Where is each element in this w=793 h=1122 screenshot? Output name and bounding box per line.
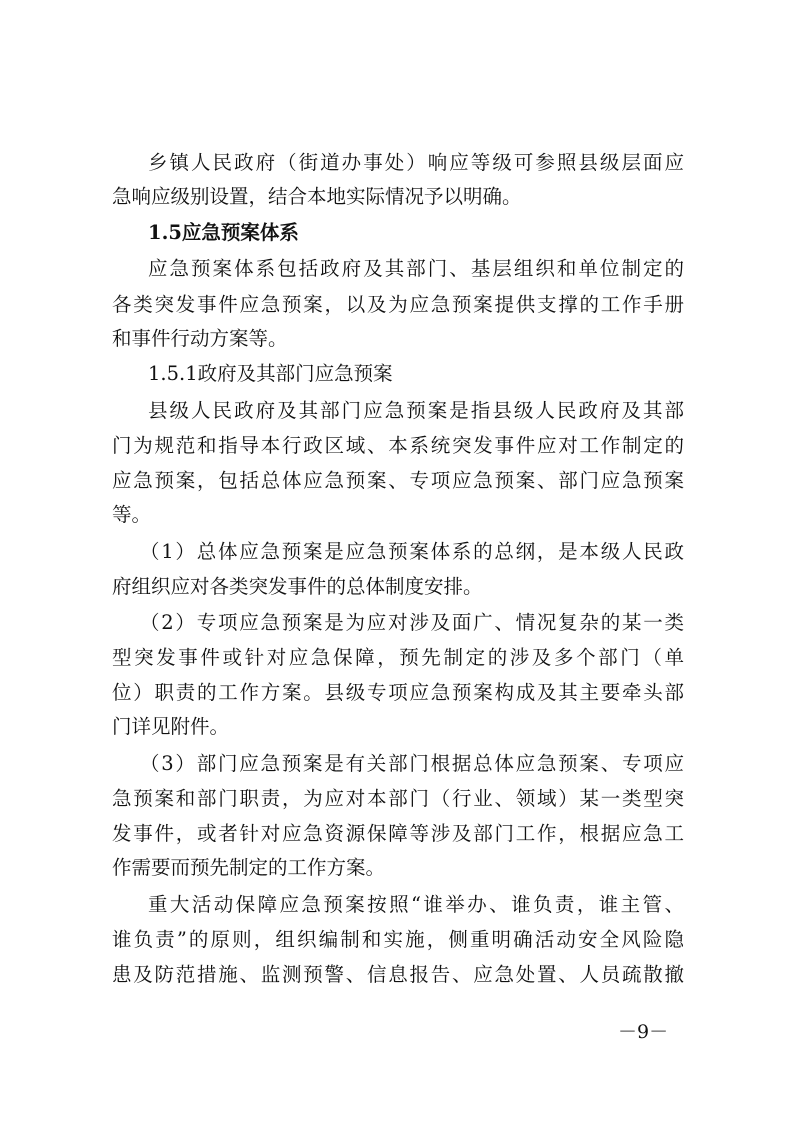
paragraph-line: 急预案和部门职责，为应对本部门（行业、领域）某一类型突 [112, 787, 684, 810]
paragraph-line: （1）总体应急预案是应急预案体系的总纲，是本级人民政 [140, 540, 684, 563]
paragraph-line: 急响应级别设置，结合本地实际情况予以明确。 [112, 185, 522, 208]
paragraph-line: 谁负责”的原则，组织编制和实施，侧重明确活动安全风险隐 [112, 928, 684, 951]
paragraph-line: 等。 [112, 503, 152, 526]
paragraph-line: 县级人民政府及其部门应急预案是指县级人民政府及其部 [148, 399, 684, 422]
paragraph-line: 发事件，或者针对应急资源保障等涉及部门工作，根据应急工 [112, 822, 684, 845]
paragraph-line: 府组织应对各类突发事件的总体制度安排。 [112, 575, 483, 598]
paragraph-line: 作需要而预先制定的工作方案。 [112, 856, 386, 879]
paragraph-line: 应急预案体系包括政府及其部门、基层组织和单位制定的 [148, 257, 684, 280]
section-heading: 1.5应急预案体系 [148, 221, 299, 244]
paragraph-line: 门为规范和指导本行政区域、本系统突发事件应对工作制定的 [112, 434, 684, 457]
paragraph-line: 位）职责的工作方案。县级专项应急预案构成及其主要牵头部 [112, 681, 684, 704]
paragraph-line: 患及防范措施、监测预警、信息报告、应急处置、人员疏散撤 [112, 963, 684, 986]
paragraph-line: 和事件行动方案等。 [112, 327, 288, 350]
paragraph-line: 重大活动保障应急预案按照“谁举办、谁负责，谁主管、 [148, 893, 684, 916]
paragraph-line: 乡镇人民政府（街道办事处）响应等级可参照县级层面应 [148, 151, 684, 174]
paragraph-line: （3）部门应急预案是有关部门根据总体应急预案、专项应 [140, 752, 684, 775]
paragraph-line: （2）专项应急预案是为应对涉及面广、情况复杂的某一类 [140, 611, 684, 634]
paragraph-line: 型突发事件或针对应急保障，预先制定的涉及多个部门（单 [112, 646, 684, 669]
paragraph-line: 各类突发事件应急预案，以及为应急预案提供支撑的工作手册 [112, 293, 684, 316]
paragraph-line: 门详见附件。 [112, 715, 230, 738]
page-number: －9－ [618, 1021, 669, 1043]
subsection-heading: 1.5.1政府及其部门应急预案 [148, 362, 393, 385]
paragraph-line: 应急预案，包括总体应急预案、专项应急预案、部门应急预案 [112, 469, 684, 492]
